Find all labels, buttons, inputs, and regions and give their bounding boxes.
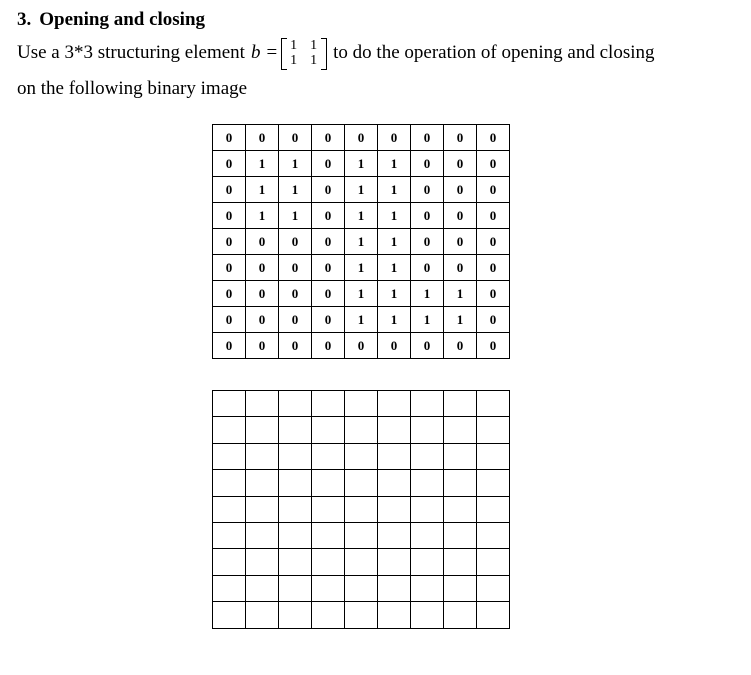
input-grid-cell: 0 xyxy=(246,229,279,255)
answer-grid-cell[interactable] xyxy=(378,443,411,469)
answer-grid-cell[interactable] xyxy=(477,470,510,496)
answer-grid-cell[interactable] xyxy=(345,417,378,443)
matrix-right-bracket xyxy=(321,38,327,70)
input-grid-cell: 1 xyxy=(444,307,477,333)
input-grid-cell: 1 xyxy=(378,229,411,255)
answer-grid-row xyxy=(213,391,510,417)
input-grid-cell: 1 xyxy=(345,203,378,229)
answer-grid-cell[interactable] xyxy=(477,549,510,575)
answer-grid-cell[interactable] xyxy=(378,470,411,496)
answer-grid-row xyxy=(213,575,510,601)
answer-grid-cell[interactable] xyxy=(279,522,312,548)
input-grid-cell: 0 xyxy=(411,177,444,203)
input-grid-cell: 0 xyxy=(213,333,246,359)
answer-grid-cell[interactable] xyxy=(444,522,477,548)
structuring-element-matrix xyxy=(281,36,327,70)
input-grid-cell: 0 xyxy=(312,177,345,203)
answer-grid-cell[interactable] xyxy=(213,522,246,548)
input-grid-cell: 0 xyxy=(279,333,312,359)
answer-grid-cell[interactable] xyxy=(312,391,345,417)
input-grid-row xyxy=(213,281,510,307)
input-grid-cell: 0 xyxy=(411,151,444,177)
answer-grid-cell[interactable] xyxy=(213,443,246,469)
answer-grid-cell[interactable] xyxy=(213,575,246,601)
answer-grid-cell[interactable] xyxy=(444,470,477,496)
answer-grid-cell[interactable] xyxy=(378,391,411,417)
answer-grid-cell[interactable] xyxy=(279,417,312,443)
question-text-line-1 xyxy=(17,31,655,75)
input-grid-cell: 1 xyxy=(378,281,411,307)
input-grid-row xyxy=(213,125,510,151)
input-grid-cell: 1 xyxy=(378,255,411,281)
input-grid-cell: 0 xyxy=(411,125,444,151)
matrix-entry: 1 xyxy=(290,38,298,53)
input-grid-cell: 0 xyxy=(279,125,312,151)
input-grid-cell: 0 xyxy=(378,125,411,151)
input-grid-cell: 0 xyxy=(312,229,345,255)
answer-grid-row xyxy=(213,443,510,469)
answer-grid-cell[interactable] xyxy=(345,391,378,417)
input-grid-cell: 0 xyxy=(312,307,345,333)
input-grid-cell: 0 xyxy=(444,125,477,151)
input-grid-cell: 1 xyxy=(378,203,411,229)
input-grid-cell: 0 xyxy=(246,281,279,307)
input-grid-cell: 0 xyxy=(444,333,477,359)
input-grid-row xyxy=(213,307,510,333)
input-grid-cell: 1 xyxy=(246,151,279,177)
answer-grid-cell[interactable] xyxy=(477,575,510,601)
input-grid-cell: 1 xyxy=(444,281,477,307)
input-grid-cell: 0 xyxy=(444,255,477,281)
answer-grid-cell[interactable] xyxy=(246,417,279,443)
input-grid-cell: 1 xyxy=(246,177,279,203)
input-grid-cell: 0 xyxy=(213,229,246,255)
input-grid-cell: 0 xyxy=(477,151,510,177)
input-grid-cell: 0 xyxy=(279,281,312,307)
input-grid-cell: 1 xyxy=(279,203,312,229)
input-grid-row xyxy=(213,333,510,359)
matrix-entry: 1 xyxy=(290,53,298,68)
answer-grid-cell[interactable] xyxy=(279,575,312,601)
answer-grid-cell[interactable] xyxy=(411,522,444,548)
answer-grid-cell[interactable] xyxy=(279,549,312,575)
input-grid-cell: 0 xyxy=(246,255,279,281)
answer-grid-cell[interactable] xyxy=(345,443,378,469)
answer-grid-cell[interactable] xyxy=(411,602,444,628)
input-grid-cell: 0 xyxy=(213,203,246,229)
answer-grid-cell[interactable] xyxy=(312,443,345,469)
input-grid-cell: 0 xyxy=(246,333,279,359)
answer-grid-cell[interactable] xyxy=(411,391,444,417)
answer-grid-cell[interactable] xyxy=(312,602,345,628)
answer-grid-cell[interactable] xyxy=(213,470,246,496)
input-grid-cell: 0 xyxy=(411,255,444,281)
input-grid-cell: 1 xyxy=(345,307,378,333)
answer-grid-cell[interactable] xyxy=(312,522,345,548)
answer-grid-cell[interactable] xyxy=(345,522,378,548)
answer-grid-cell[interactable] xyxy=(378,417,411,443)
matrix-left-bracket xyxy=(281,38,287,70)
answer-grid-cell[interactable] xyxy=(411,443,444,469)
answer-grid-cell[interactable] xyxy=(312,470,345,496)
answer-grid-cell[interactable] xyxy=(411,575,444,601)
answer-grid-cell[interactable] xyxy=(312,496,345,522)
answer-grid-cell[interactable] xyxy=(246,391,279,417)
answer-grid-cell[interactable] xyxy=(411,549,444,575)
equals-sign: = xyxy=(266,42,278,63)
answer-grid-cell[interactable] xyxy=(279,496,312,522)
input-grid-row xyxy=(213,177,510,203)
input-grid-cell: 0 xyxy=(312,281,345,307)
input-grid-cell: 0 xyxy=(279,229,312,255)
input-grid-cell: 0 xyxy=(477,229,510,255)
input-grid-cell: 0 xyxy=(444,229,477,255)
answer-grid-cell[interactable] xyxy=(477,602,510,628)
input-grid-cell: 0 xyxy=(312,255,345,281)
answer-grid-cell[interactable] xyxy=(477,522,510,548)
input-grid-cell: 1 xyxy=(279,151,312,177)
answer-grid-cell[interactable] xyxy=(246,575,279,601)
question-heading xyxy=(17,9,205,31)
input-grid-cell: 1 xyxy=(345,177,378,203)
question-title: Opening and closing xyxy=(39,9,206,30)
answer-grid-cell[interactable] xyxy=(477,417,510,443)
answer-grid-cell[interactable] xyxy=(378,602,411,628)
answer-grid-row xyxy=(213,496,510,522)
answer-grid-cell[interactable] xyxy=(246,602,279,628)
input-grid-row xyxy=(213,229,510,255)
input-grid-cell: 0 xyxy=(213,255,246,281)
input-grid-cell: 1 xyxy=(411,307,444,333)
answer-grid-cell[interactable] xyxy=(279,470,312,496)
answer-grid-cell[interactable] xyxy=(246,549,279,575)
input-grid-cell: 1 xyxy=(345,229,378,255)
input-grid-cell: 1 xyxy=(411,281,444,307)
answer-grid-cell[interactable] xyxy=(411,417,444,443)
input-grid-cell: 0 xyxy=(213,125,246,151)
answer-grid-cell[interactable] xyxy=(246,443,279,469)
answer-grid-cell[interactable] xyxy=(345,602,378,628)
answer-grid-row xyxy=(213,549,510,575)
answer-grid-cell[interactable] xyxy=(444,496,477,522)
answer-grid-cell[interactable] xyxy=(477,443,510,469)
input-grid-cell: 0 xyxy=(444,203,477,229)
input-grid-cell: 0 xyxy=(213,177,246,203)
answer-grid-cell[interactable] xyxy=(246,470,279,496)
input-grid-cell: 1 xyxy=(246,203,279,229)
input-grid-cell: 0 xyxy=(246,125,279,151)
answer-grid-cell[interactable] xyxy=(477,391,510,417)
input-grid-cell: 0 xyxy=(444,151,477,177)
answer-grid-row xyxy=(213,417,510,443)
answer-grid-cell[interactable] xyxy=(378,575,411,601)
input-grid-cell: 0 xyxy=(477,203,510,229)
input-grid-cell: 0 xyxy=(411,333,444,359)
input-grid-cell: 0 xyxy=(444,177,477,203)
answer-grid-row xyxy=(213,522,510,548)
input-grid-cell: 1 xyxy=(378,307,411,333)
input-grid-cell: 1 xyxy=(345,255,378,281)
input-grid-cell: 1 xyxy=(378,151,411,177)
input-grid-cell: 0 xyxy=(411,229,444,255)
input-grid-cell: 0 xyxy=(477,177,510,203)
input-grid-cell: 0 xyxy=(477,307,510,333)
answer-grid-cell[interactable] xyxy=(345,549,378,575)
input-grid-row xyxy=(213,255,510,281)
answer-grid-cell[interactable] xyxy=(477,496,510,522)
answer-grid xyxy=(212,390,510,629)
answer-grid-row xyxy=(213,470,510,496)
input-grid-cell: 0 xyxy=(411,203,444,229)
input-grid-cell: 0 xyxy=(312,333,345,359)
answer-grid-cell[interactable] xyxy=(246,496,279,522)
input-grid-cell: 0 xyxy=(477,125,510,151)
input-grid-cell: 0 xyxy=(477,281,510,307)
matrix-entry: 1 xyxy=(310,53,318,68)
question-text-before: Use a 3*3 structuring element xyxy=(17,42,245,63)
answer-grid-cell[interactable] xyxy=(411,496,444,522)
input-grid-cell: 0 xyxy=(312,151,345,177)
answer-grid-cell[interactable] xyxy=(312,417,345,443)
input-grid-cell: 0 xyxy=(312,203,345,229)
answer-grid-cell[interactable] xyxy=(279,391,312,417)
question-number: 3. xyxy=(17,9,32,30)
input-grid-cell: 0 xyxy=(477,333,510,359)
answer-grid-cell[interactable] xyxy=(444,575,477,601)
answer-grid-cell[interactable] xyxy=(444,391,477,417)
input-grid-cell: 1 xyxy=(345,281,378,307)
answer-grid-cell[interactable] xyxy=(345,470,378,496)
answer-grid-cell[interactable] xyxy=(378,549,411,575)
answer-grid-cell[interactable] xyxy=(246,522,279,548)
input-grid-cell: 0 xyxy=(378,333,411,359)
answer-grid-cell[interactable] xyxy=(444,549,477,575)
answer-grid-cell[interactable] xyxy=(345,496,378,522)
matrix-entry: 1 xyxy=(310,38,318,53)
input-grid-cell: 0 xyxy=(345,333,378,359)
input-grid-cell: 0 xyxy=(213,281,246,307)
input-binary-image-grid xyxy=(212,124,510,359)
input-grid-cell: 0 xyxy=(246,307,279,333)
input-grid-cell: 0 xyxy=(279,307,312,333)
structuring-element-variable: b xyxy=(250,42,261,63)
answer-grid-cell[interactable] xyxy=(279,443,312,469)
input-grid-cell: 0 xyxy=(213,151,246,177)
question-text-after: to do the operation of opening and closing xyxy=(333,42,655,63)
input-grid-row xyxy=(213,151,510,177)
answer-grid-cell[interactable] xyxy=(444,443,477,469)
answer-grid-cell[interactable] xyxy=(312,575,345,601)
input-grid-row xyxy=(213,203,510,229)
answer-grid-cell[interactable] xyxy=(213,602,246,628)
answer-grid-cell[interactable] xyxy=(213,496,246,522)
input-grid-cell: 0 xyxy=(345,125,378,151)
answer-grid-cell[interactable] xyxy=(444,602,477,628)
answer-grid-cell[interactable] xyxy=(213,549,246,575)
input-grid-cell: 0 xyxy=(477,255,510,281)
input-grid-cell: 1 xyxy=(345,151,378,177)
answer-grid-cell[interactable] xyxy=(312,549,345,575)
input-grid-cell: 1 xyxy=(279,177,312,203)
question-text-line-2: on the following binary image xyxy=(17,78,248,99)
input-grid-cell: 0 xyxy=(279,255,312,281)
answer-grid-cell[interactable] xyxy=(378,522,411,548)
answer-grid-row xyxy=(213,602,510,628)
answer-grid-cell[interactable] xyxy=(345,575,378,601)
answer-grid-cell[interactable] xyxy=(279,602,312,628)
answer-grid-cell[interactable] xyxy=(444,417,477,443)
input-grid-cell: 0 xyxy=(213,307,246,333)
answer-grid-cell[interactable] xyxy=(378,496,411,522)
answer-grid-cell[interactable] xyxy=(213,391,246,417)
answer-grid-cell[interactable] xyxy=(213,417,246,443)
input-grid-cell: 0 xyxy=(312,125,345,151)
input-grid-cell: 1 xyxy=(378,177,411,203)
answer-grid-cell[interactable] xyxy=(411,470,444,496)
